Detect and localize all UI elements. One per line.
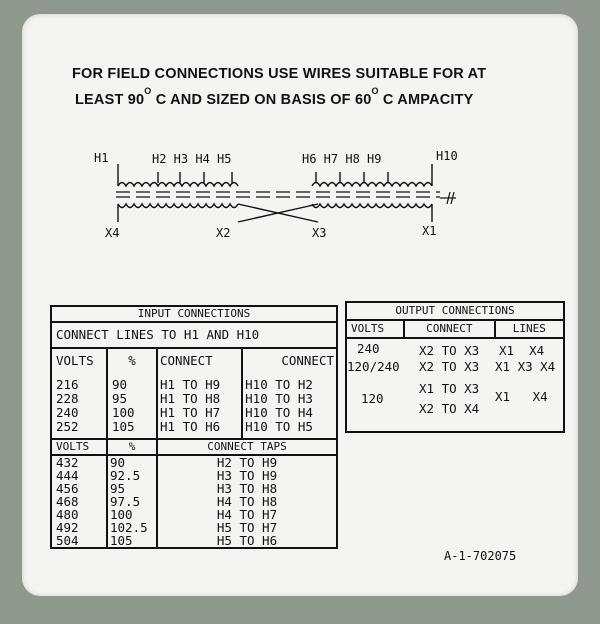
input-col-volts: VOLTS xyxy=(56,353,94,368)
wiring-diagram xyxy=(0,0,600,260)
taps-connect-col xyxy=(157,455,337,548)
input-col-pct: % xyxy=(128,353,136,368)
output-title: OUTPUT CONNECTIONS xyxy=(346,302,564,320)
taps-col-connect: CONNECT TAPS xyxy=(157,439,337,455)
header-line-1: FOR FIELD CONNECTIONS USE WIRES SUITABLE FOR AT xyxy=(72,66,487,82)
taps-col-volts: VOLTS xyxy=(51,439,107,455)
input-connect1-col xyxy=(157,348,242,439)
input-col-connect-1: CONNECT xyxy=(160,353,213,368)
input-connect2-values: H10 TO H2 H10 TO H3 H10 TO H4 H10 TO H5 xyxy=(245,377,313,434)
input-connect2-col xyxy=(242,348,337,439)
label-h10: H10 xyxy=(436,149,458,163)
output-r2-lines: X1 X3 X4 xyxy=(495,359,556,374)
degree-symbol-1: O xyxy=(144,86,152,96)
ground-icon xyxy=(440,192,456,204)
input-subtitle: CONNECT LINES TO H1 AND H10 xyxy=(51,322,337,348)
taps-volts-col xyxy=(51,455,107,548)
output-r1-volts: 240 xyxy=(357,341,380,356)
label-x4: X4 xyxy=(105,226,120,240)
label-h2-h5: H2 H3 H4 H5 xyxy=(152,152,232,166)
output-r1-connect: X2 TO X3 xyxy=(419,343,480,358)
taps-pct-values: 90 92.5 95 97.5 100 102.5 105 xyxy=(110,455,148,548)
output-r3-lines: X1 X4 xyxy=(495,389,548,404)
label-x3: X3 xyxy=(312,226,327,240)
degree-symbol-2: O xyxy=(371,86,379,96)
input-pct-values: 90 95 100 105 xyxy=(112,377,135,434)
part-number: A-1-702075 xyxy=(444,549,517,563)
output-r3-connect-a: X1 TO X3 xyxy=(419,381,480,396)
label-x1: X1 xyxy=(422,224,437,238)
header-line-2-c: C AMPACITY xyxy=(382,91,474,108)
label-h6-h9: H6 H7 H8 H9 xyxy=(302,152,382,166)
output-body xyxy=(346,338,564,432)
output-col-volts: VOLTS xyxy=(346,320,404,338)
output-col-connect: CONNECT xyxy=(404,320,495,338)
input-connect1-values: H1 TO H9 H1 TO H8 H1 TO H7 H1 TO H6 xyxy=(160,377,221,434)
input-volts-values: 216 228 240 252 xyxy=(56,377,79,434)
output-connections-table xyxy=(345,301,565,433)
input-connections-table xyxy=(50,305,338,549)
input-title: INPUT CONNECTIONS xyxy=(51,306,337,322)
output-r2-connect: X2 TO X3 xyxy=(419,359,480,374)
taps-pct-col xyxy=(107,455,157,548)
output-r3-connect-b: X2 TO X4 xyxy=(419,401,480,416)
header-line-2-b: C AND SIZED ON BASIS OF 60 xyxy=(155,91,372,108)
input-col-connect-2: CONNECT xyxy=(281,353,334,368)
primary-winding xyxy=(118,164,432,186)
taps-connect-values: H2 TO H9 H3 TO H9 H3 TO H8 H4 TO H8 H4 TO H7 H5 TO H7 H5 TO H6 xyxy=(216,455,278,548)
output-r2-volts: 120/240 xyxy=(347,359,400,374)
header-line-2-a: LEAST 90 xyxy=(75,91,145,108)
input-pct-col xyxy=(107,348,157,439)
core-lines xyxy=(116,192,440,197)
taps-col-pct: % xyxy=(107,439,157,455)
output-r1-lines: X1 X4 xyxy=(499,343,545,358)
label-h1: H1 xyxy=(94,151,109,165)
label-x2: X2 xyxy=(216,226,231,240)
taps-volts-values: 432 444 456 468 480 492 504 xyxy=(56,455,79,548)
input-volts-col xyxy=(51,348,107,439)
secondary-winding xyxy=(118,204,432,222)
output-col-lines: LINES xyxy=(495,320,564,338)
output-r3-volts: 120 xyxy=(361,391,384,406)
